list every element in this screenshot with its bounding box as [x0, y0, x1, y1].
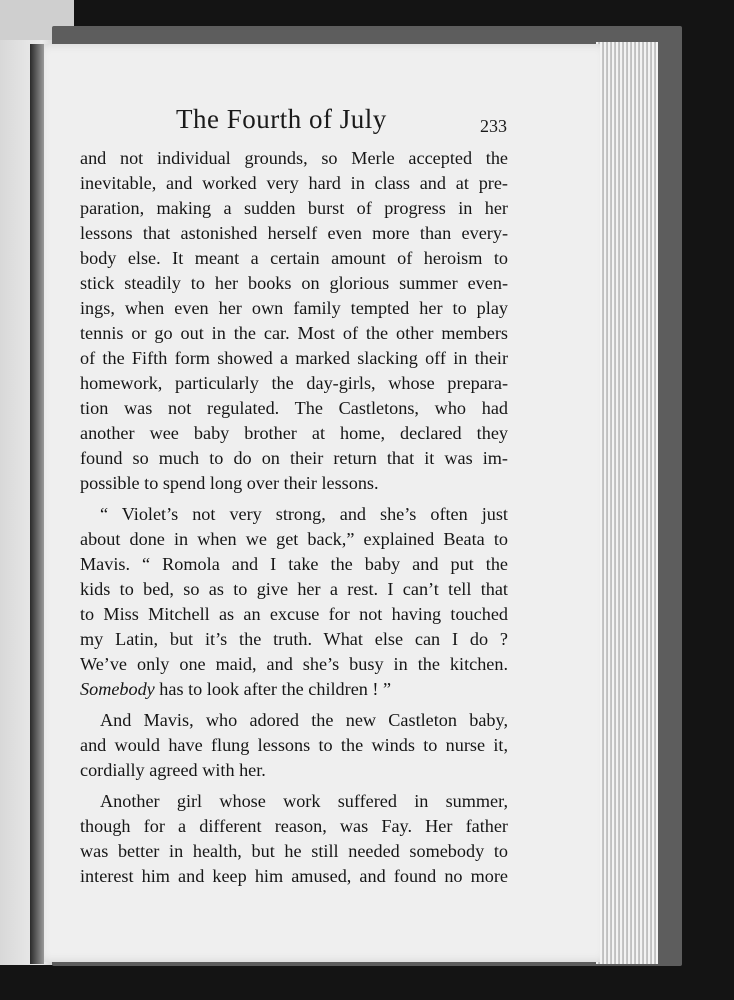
text-line: And Mavis, who adored the new Castleton baby,: [100, 710, 508, 730]
running-header: [0, 104, 734, 140]
text-line: and would have flung lessons to the winds to nurse it,: [80, 735, 508, 755]
text-line: tennis or go out in the car. Most of the other members: [80, 323, 508, 343]
text-line: cordially agreed with her.: [80, 760, 266, 780]
paragraph: [80, 146, 508, 496]
text-line: inevitable, and worked very hard in class and at pre-: [80, 173, 508, 193]
text-line: was better in health, but he still needed somebody to: [80, 841, 508, 861]
text-line: stick steadily to her books on glorious summer even-: [80, 273, 508, 293]
spine-shadow: [30, 44, 44, 964]
text-line: found so much to do on their return that it was im-: [80, 448, 508, 468]
text-line: though for a different reason, was Fay. Her father: [80, 816, 508, 836]
text-line: homework, particularly the day-girls, whose prepara-: [80, 373, 508, 393]
text-fragment: has to look after the children ! ”: [154, 679, 392, 699]
text-line: about done in when we get back,” explained Beata to: [80, 529, 508, 549]
emphasized-word: Somebody: [80, 679, 155, 699]
text-line: ings, when even her own family tempted her to play: [80, 298, 508, 318]
text-line: [80, 677, 508, 702]
text-line: to Miss Mitchell as an excuse for not having touched: [80, 604, 508, 624]
page-number: 233: [480, 116, 507, 136]
text-line: possible to spend long over their lessons.: [80, 473, 379, 493]
text-line: Mavis. “ Romola and I take the baby and put the: [80, 554, 508, 574]
text-line: “ Violet’s not very strong, and she’s often just: [100, 504, 508, 524]
text-line: my Latin, but it’s the truth. What else can I do ?: [80, 629, 508, 649]
text-line: lessons that astonished herself even more than every-: [80, 223, 508, 243]
text-line: body else. It meant a certain amount of heroism to: [80, 248, 508, 268]
chapter-title: The Fourth of July: [176, 104, 387, 134]
paragraph: [80, 502, 508, 702]
text-line: another wee baby brother at home, declared they: [80, 423, 508, 443]
text-line: We’ve only one maid, and she’s busy in the kitchen.: [80, 654, 508, 674]
body-text: [80, 146, 508, 889]
paragraph: [80, 708, 508, 783]
text-line: and not individual grounds, so Merle accepted the: [80, 148, 508, 168]
text-line: interest him and keep him amused, and found no more: [80, 866, 508, 886]
text-line: tion was not regulated. The Castletons, who had: [80, 398, 508, 418]
text-line: Another girl whose work suffered in summer,: [100, 791, 508, 811]
page-edges: [596, 42, 658, 964]
text-line: paration, making a sudden burst of progress in her: [80, 198, 508, 218]
paragraph: [80, 789, 508, 889]
text-line: of the Fifth form showed a marked slacking off in their: [80, 348, 508, 368]
text-line: kids to bed, so as to give her a rest. I can’t tell that: [80, 579, 508, 599]
